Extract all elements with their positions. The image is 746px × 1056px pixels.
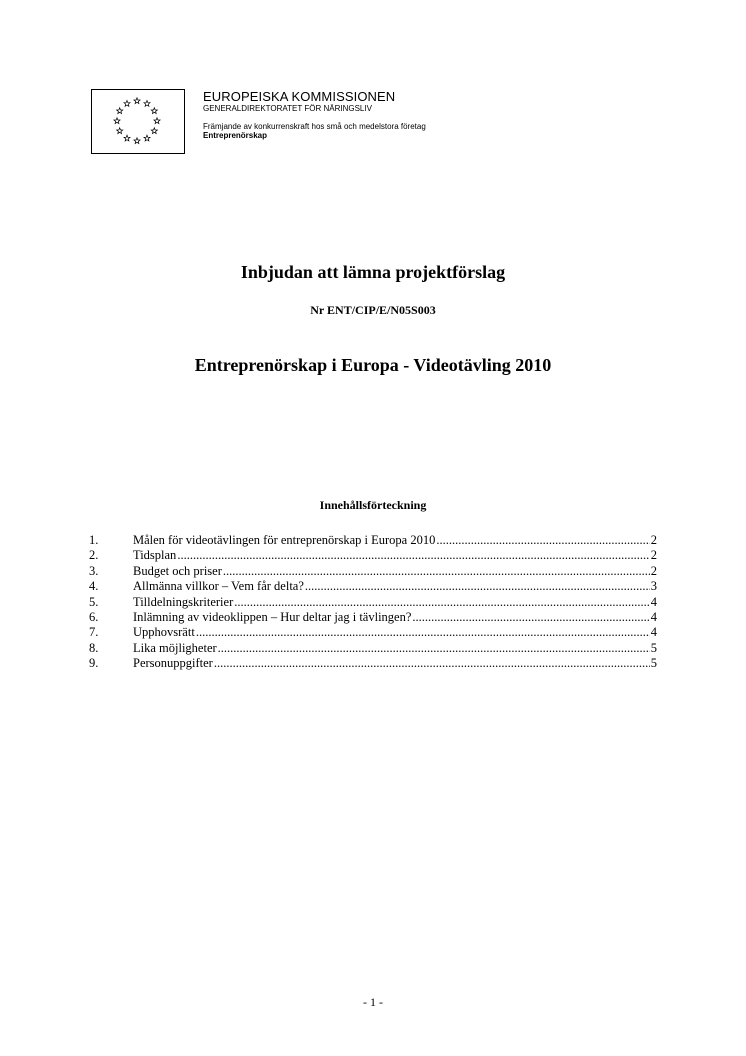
toc-page: 2 [650,533,657,547]
org-name: EUROPEISKA KOMMISSIONEN [203,89,396,104]
toc-title: Allmänna villkor – Vem får delta? [133,579,304,594]
star-icon [124,100,130,106]
toc-leader [223,564,650,579]
toc-entry[interactable] [89,610,657,625]
toc-entry[interactable] [89,656,657,671]
toc-number: 7. [89,625,99,640]
page-number: - 1 - [363,995,383,1009]
toc-heading: Innehållsförteckning [319,498,427,512]
toc-leader [305,579,650,594]
star-icon [117,108,123,114]
organization-header [203,89,426,140]
toc-leader [177,548,649,563]
document-subtitle: Entreprenörskap i Europa - Videotävling 2010 [194,355,552,375]
toc-entry[interactable] [89,595,657,610]
toc-leader [218,641,650,656]
star-icon [151,128,157,134]
star-icon [154,118,160,124]
toc-title: Tilldelningskriterier [133,594,234,609]
toc-page: 5 [650,640,657,655]
toc-page: 2 [650,563,657,578]
toc-title: Lika möjligheter [133,640,217,655]
toc-leader [436,533,649,548]
toc-title: Tidsplan [133,548,177,563]
document-title: Inbjudan att lämna projektförslag [240,262,506,282]
toc-page: 4 [650,594,657,609]
star-icon [144,135,150,141]
toc-number: 6. [89,610,99,625]
toc-entry[interactable] [89,564,657,579]
toc-title: Personuppgifter [133,656,213,671]
eu-logo [91,89,185,154]
toc-number: 5. [89,594,99,609]
toc-title: Budget och priser [133,563,222,578]
toc-title: Upphovsrätt [133,625,195,640]
star-icon [144,100,150,106]
table-of-contents [89,533,657,672]
directorate-name: GENERALDIREKTORATET FÖR NÄRINGSLIV [203,104,372,113]
toc-number: 9. [89,656,99,671]
star-icon [151,108,157,114]
toc-leader [234,595,650,610]
star-icon [114,118,120,124]
toc-entry[interactable] [89,625,657,640]
toc-title: Inlämning av videoklippen – Hur deltar jag i tävlingen? [133,610,412,625]
toc-page: 4 [650,625,657,640]
toc-entry[interactable] [89,533,657,548]
toc-entry[interactable] [89,641,657,656]
toc-title: Målen för videotävlingen för entreprenörskap i Europa 2010 [133,533,436,547]
toc-leader [214,656,650,671]
toc-leader [196,625,650,640]
star-icon [124,135,130,141]
toc-number: 1. [89,533,99,547]
toc-page: 4 [650,610,657,625]
star-icon [134,98,140,104]
eu-stars-circle-icon [92,90,184,153]
toc-number: 2. [89,548,99,563]
unit-name: Främjande av konkurrenskraft hos små och medelstora företag [203,122,426,131]
document-reference: Nr ENT/CIP/E/N05S003 [310,303,436,317]
toc-page: 3 [650,579,657,594]
toc-number: 3. [89,563,99,578]
toc-number: 8. [89,640,99,655]
toc-leader [412,610,649,625]
subunit-name: Entreprenörskap [203,131,268,140]
star-icon [117,128,123,134]
toc-entry[interactable] [89,579,657,594]
toc-entry[interactable] [89,548,657,563]
toc-page: 2 [650,548,657,563]
toc-page: 5 [650,656,657,671]
star-icon [134,138,140,144]
toc-number: 4. [89,579,99,594]
